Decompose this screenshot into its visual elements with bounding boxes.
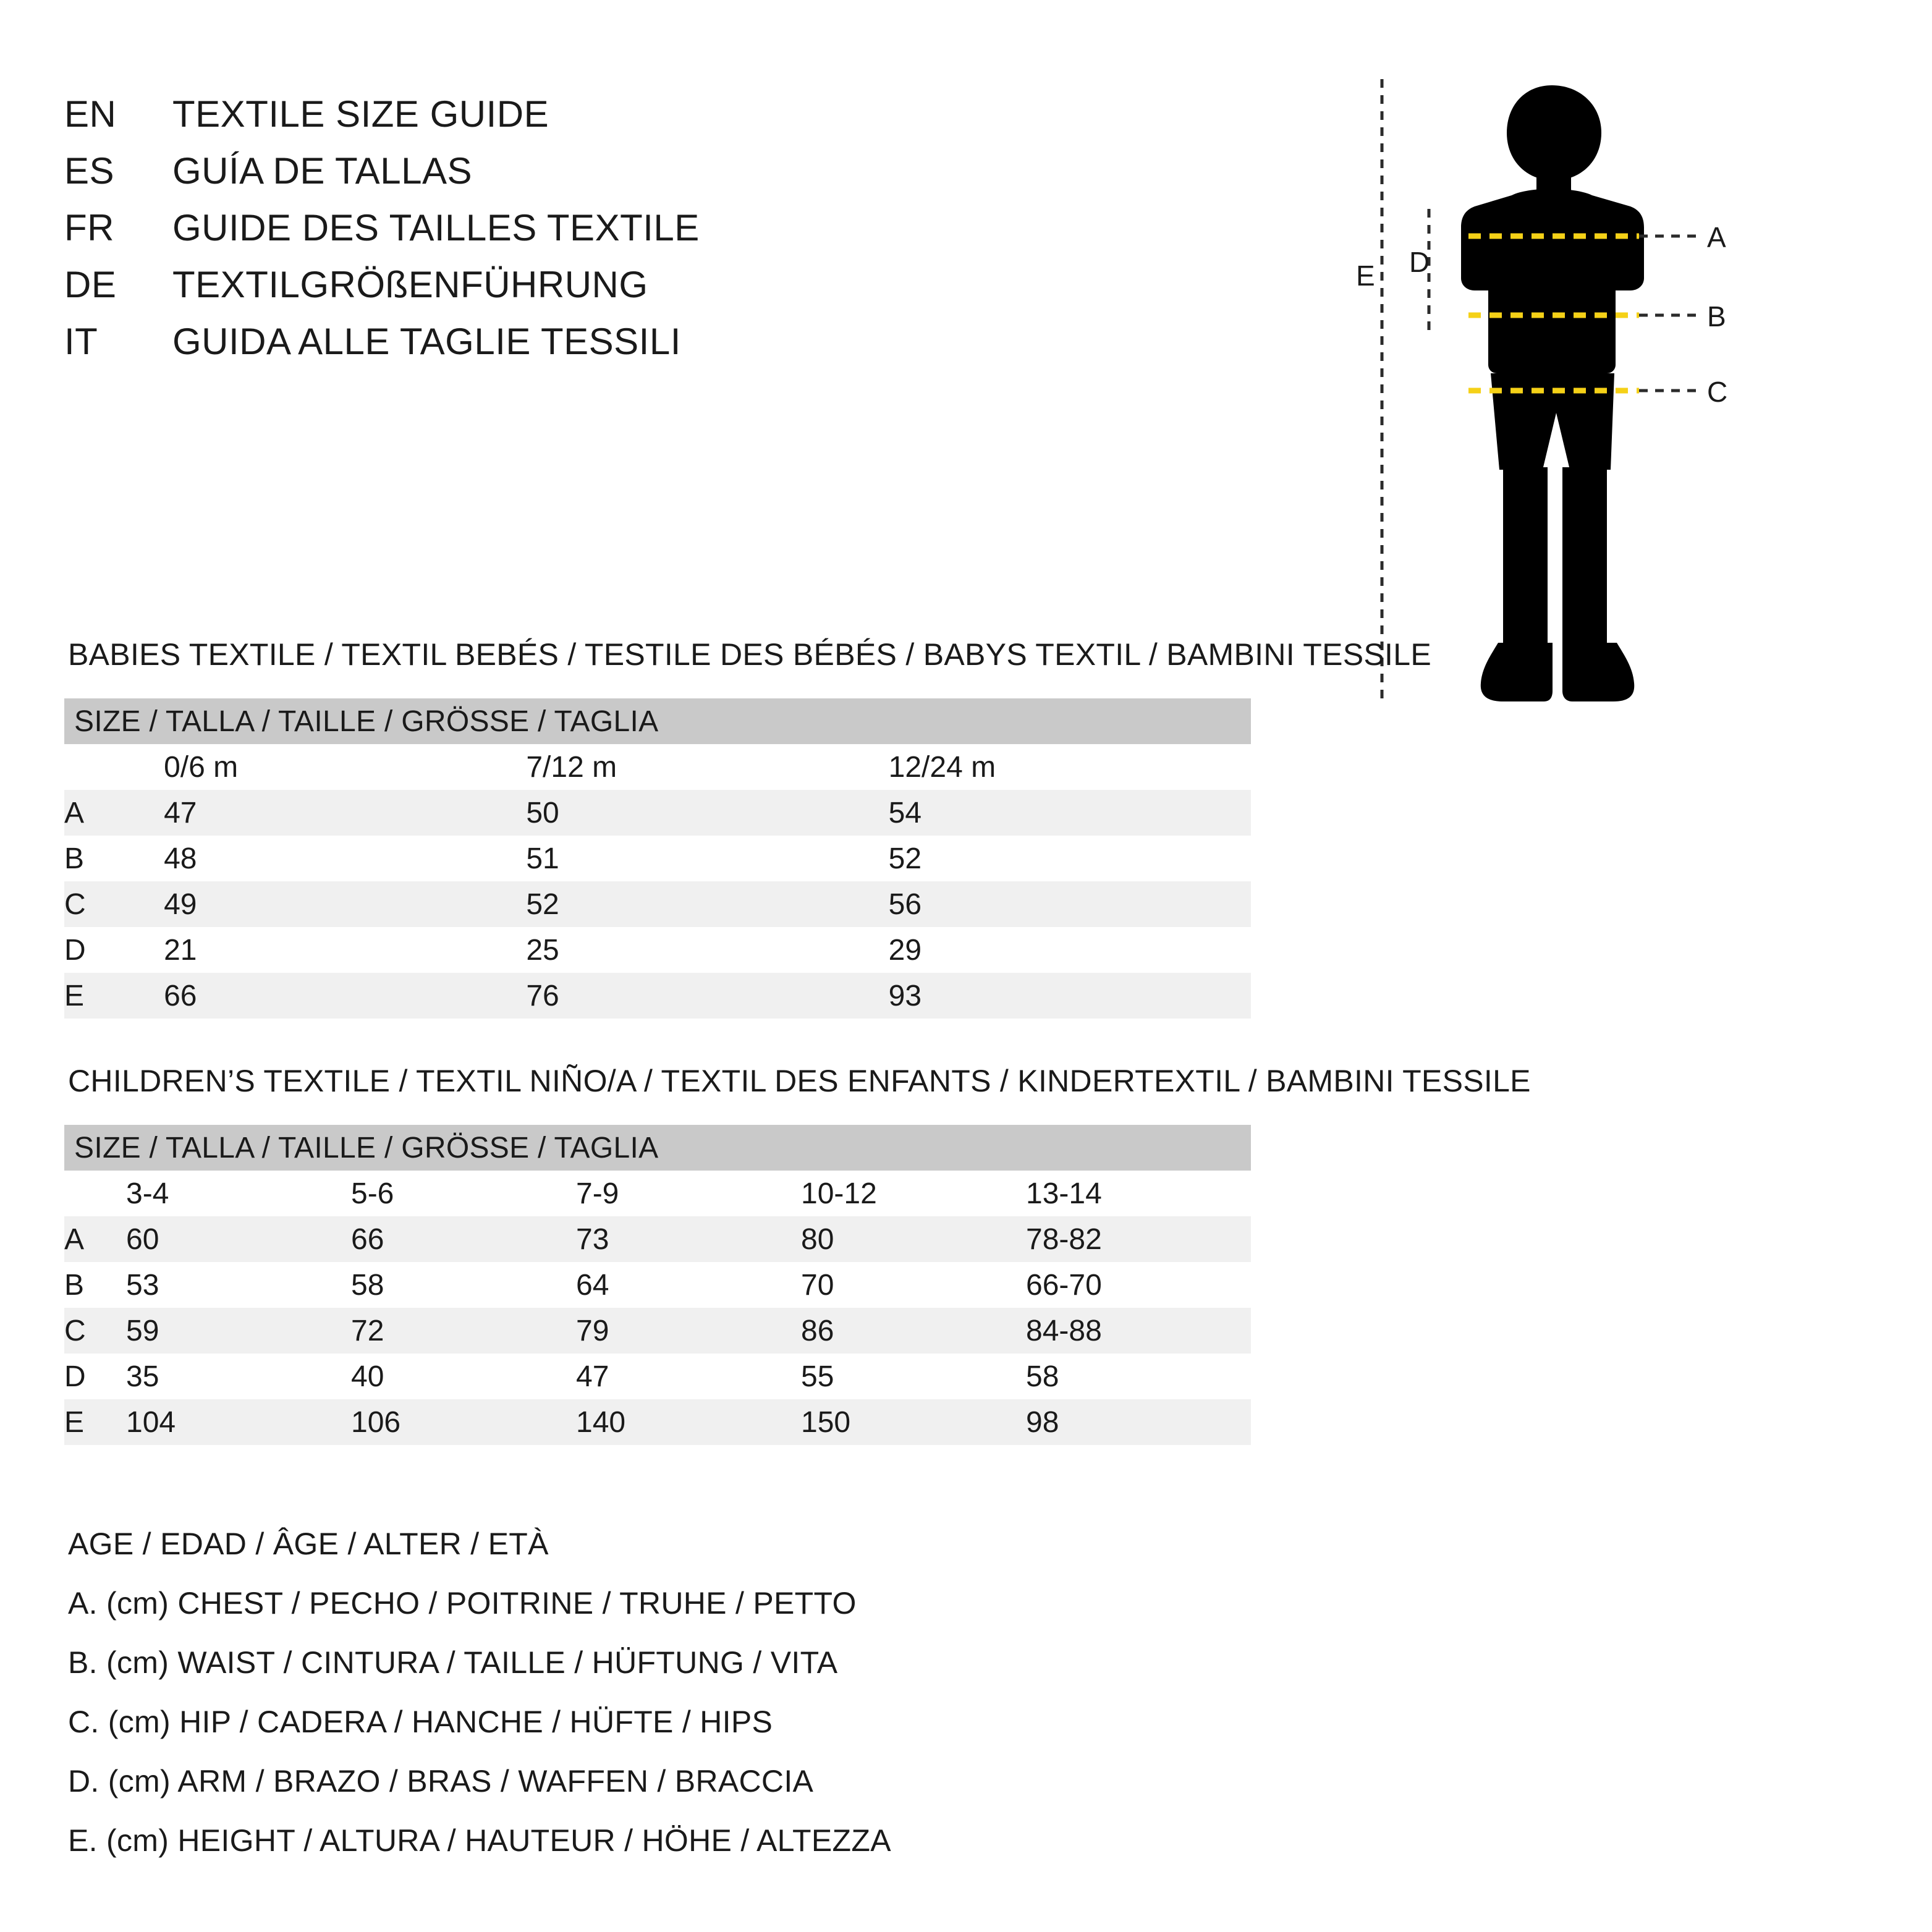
babies-cell-a-1: 50 xyxy=(526,790,888,836)
babies-column-2: 12/24 m xyxy=(889,744,1251,790)
babies-cell-b-0: 48 xyxy=(164,836,526,881)
legend-item-a: A. (cm) CHEST / PECHO / POITRINE / TRUHE / PETTO xyxy=(68,1586,857,1621)
babies-cell-b-1: 51 xyxy=(526,836,888,881)
children-cell-c-3: 86 xyxy=(801,1308,1026,1354)
babies-row-label-b: B xyxy=(64,836,164,881)
babies-table-header-label: SIZE / TALLA / TAILLE / GRÖSSE / TAGLIA xyxy=(64,698,1251,744)
language-row-fr xyxy=(64,206,700,263)
babies-column-corner xyxy=(64,744,164,790)
children-column-4: 13-14 xyxy=(1026,1171,1251,1216)
babies-column-1: 7/12 m xyxy=(526,744,888,790)
table-row xyxy=(64,1354,1251,1399)
children-cell-a-2: 73 xyxy=(576,1216,801,1262)
children-section-caption: CHILDREN’S TEXTILE / TEXTIL NIÑO/A / TEXTIL DES ENFANTS / KINDERTEXTIL / BAMBINI TESSILE xyxy=(68,1064,1531,1098)
children-cell-b-1: 58 xyxy=(351,1262,576,1308)
babies-row-label-c: C xyxy=(64,881,164,927)
marker-label-a: A xyxy=(1707,221,1726,253)
babies-cell-e-1: 76 xyxy=(526,973,888,1019)
children-cell-c-4: 84-88 xyxy=(1026,1308,1251,1354)
language-row-es xyxy=(64,150,700,206)
babies-cell-a-0: 47 xyxy=(164,790,526,836)
language-code-fr: FR xyxy=(64,207,114,248)
children-column-corner xyxy=(64,1171,126,1216)
legend-item-c: C. (cm) HIP / CADERA / HANCHE / HÜFTE / HIPS xyxy=(68,1705,773,1739)
table-row xyxy=(64,836,1251,881)
children-cell-c-1: 72 xyxy=(351,1308,576,1354)
table-row xyxy=(64,1216,1251,1262)
table-row xyxy=(64,790,1251,836)
children-column-0: 3-4 xyxy=(126,1171,351,1216)
children-cell-a-3: 80 xyxy=(801,1216,1026,1262)
table-row xyxy=(64,881,1251,927)
children-cell-c-2: 79 xyxy=(576,1308,801,1354)
children-cell-e-0: 104 xyxy=(126,1399,351,1445)
children-cell-d-4: 58 xyxy=(1026,1354,1251,1399)
children-cell-e-4: 98 xyxy=(1026,1399,1251,1445)
children-size-table xyxy=(64,1125,1251,1445)
legend-item-b: B. (cm) WAIST / CINTURA / TAILLE / HÜFTUNG / VITA xyxy=(68,1645,838,1680)
children-cell-b-4: 66-70 xyxy=(1026,1262,1251,1308)
measure-line-e xyxy=(1356,79,1382,705)
language-row-it xyxy=(64,320,700,377)
babies-cell-d-1: 25 xyxy=(526,927,888,973)
children-cell-a-0: 60 xyxy=(126,1216,351,1262)
language-text-en: TEXTILE SIZE GUIDE xyxy=(172,93,549,135)
babies-cell-e-2: 93 xyxy=(889,973,1251,1019)
babies-row-label-a: A xyxy=(64,790,164,836)
marker-label-c: C xyxy=(1707,376,1728,408)
children-row-label-c: C xyxy=(64,1308,126,1354)
table-row xyxy=(64,1399,1251,1445)
babies-cell-d-2: 29 xyxy=(889,927,1251,973)
children-column-2: 7-9 xyxy=(576,1171,801,1216)
babies-cell-c-1: 52 xyxy=(526,881,888,927)
children-cell-e-3: 150 xyxy=(801,1399,1026,1445)
babies-cell-e-0: 66 xyxy=(164,973,526,1019)
children-row-label-e: E xyxy=(64,1399,126,1445)
children-cell-b-0: 53 xyxy=(126,1262,351,1308)
measure-line-d xyxy=(1409,209,1430,333)
children-column-row xyxy=(64,1171,1251,1216)
language-row-de xyxy=(64,263,700,320)
marker-label-b: B xyxy=(1707,300,1726,333)
children-cell-d-3: 55 xyxy=(801,1354,1026,1399)
children-column-1: 5-6 xyxy=(351,1171,576,1216)
babies-table-header-row xyxy=(64,698,1251,744)
babies-column-row xyxy=(64,744,1251,790)
measurement-legend xyxy=(68,1514,891,1870)
table-row xyxy=(64,1262,1251,1308)
babies-size-table xyxy=(64,698,1251,1019)
babies-cell-c-0: 49 xyxy=(164,881,526,927)
language-text-fr: GUIDE DES TAILLES TEXTILE xyxy=(172,207,700,248)
legend-title: AGE / EDAD / ÂGE / ALTER / ETÀ xyxy=(68,1527,549,1561)
children-cell-c-0: 59 xyxy=(126,1308,351,1354)
babies-cell-c-2: 56 xyxy=(889,881,1251,927)
marker-label-e: E xyxy=(1356,260,1375,292)
language-code-es: ES xyxy=(64,150,115,192)
children-cell-e-2: 140 xyxy=(576,1399,801,1445)
children-table-header-label: SIZE / TALLA / TAILLE / GRÖSSE / TAGLIA xyxy=(64,1125,1251,1171)
babies-row-label-d: D xyxy=(64,927,164,973)
babies-cell-d-0: 21 xyxy=(164,927,526,973)
language-row-en xyxy=(64,93,700,150)
children-cell-a-4: 78-82 xyxy=(1026,1216,1251,1262)
marker-label-d: D xyxy=(1409,246,1430,278)
table-row xyxy=(64,927,1251,973)
children-column-3: 10-12 xyxy=(801,1171,1026,1216)
children-cell-b-2: 64 xyxy=(576,1262,801,1308)
legend-item-e: E. (cm) HEIGHT / ALTURA / HAUTEUR / HÖHE / ALTEZZA xyxy=(68,1823,891,1858)
babies-column-0: 0/6 m xyxy=(164,744,526,790)
language-code-de: DE xyxy=(64,264,117,305)
legend-item-d: D. (cm) ARM / BRAZO / BRAS / WAFFEN / BRACCIA xyxy=(68,1764,814,1799)
babies-cell-a-2: 54 xyxy=(889,790,1251,836)
children-row-label-d: D xyxy=(64,1354,126,1399)
body-measurement-diagram xyxy=(1356,74,1858,773)
children-cell-e-1: 106 xyxy=(351,1399,576,1445)
table-row xyxy=(64,973,1251,1019)
children-row-label-b: B xyxy=(64,1262,126,1308)
children-cell-d-1: 40 xyxy=(351,1354,576,1399)
language-text-es: GUÍA DE TALLAS xyxy=(172,150,472,192)
language-text-it: GUIDA ALLE TAGLIE TESSILI xyxy=(172,321,681,362)
children-cell-d-2: 47 xyxy=(576,1354,801,1399)
babies-row-label-e: E xyxy=(64,973,164,1019)
language-code-it: IT xyxy=(64,321,98,362)
babies-cell-b-2: 52 xyxy=(889,836,1251,881)
table-row xyxy=(64,1308,1251,1354)
children-table-header-row xyxy=(64,1125,1251,1171)
babies-section-caption: BABIES TEXTILE / TEXTIL BEBÉS / TESTILE DES BÉBÉS / BABYS TEXTIL / BAMBINI TESSILE xyxy=(68,637,1431,672)
language-text-de: TEXTILGRÖßENFÜHRUNG xyxy=(172,264,648,305)
children-cell-b-3: 70 xyxy=(801,1262,1026,1308)
language-title-list xyxy=(64,93,700,377)
language-code-en: EN xyxy=(64,93,117,135)
children-cell-d-0: 35 xyxy=(126,1354,351,1399)
children-row-label-a: A xyxy=(64,1216,126,1262)
children-cell-a-1: 66 xyxy=(351,1216,576,1262)
